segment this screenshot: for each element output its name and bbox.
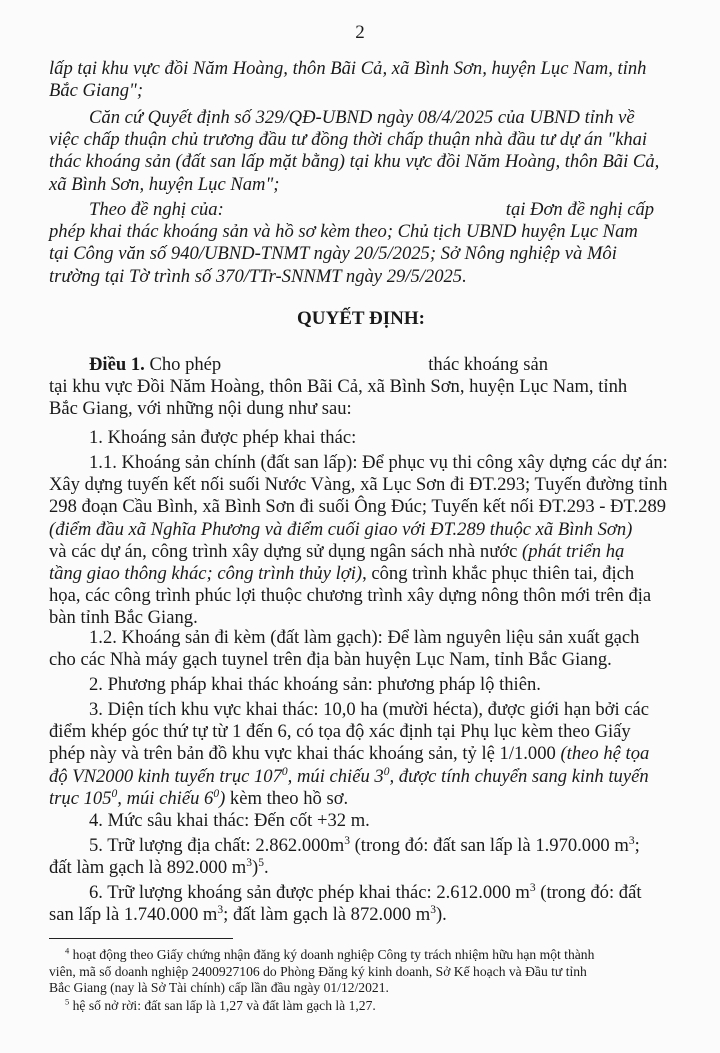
- article-1: [49, 354, 673, 421]
- item-1-1: [49, 452, 673, 630]
- preamble-paragraph-1: [49, 58, 673, 102]
- item-4: [49, 810, 673, 832]
- footnote-line: hệ số nở rời: đất san lấp là 1,27 và đất làm gạch là 1,27.: [69, 998, 376, 1013]
- item-1-1-line: 1.1. Khoáng sản chính (đất san lấp): Để phục vụ thi công xây dựng các dự án:: [89, 452, 668, 473]
- item-4-text: 4. Mức sâu khai thác: Đến cốt +32 m.: [89, 810, 370, 831]
- article-1-text: Cho phép: [149, 354, 222, 375]
- article-1-text: tại khu vực Đồi Năm Hoàng, thôn Bãi Cả, xã Bình Sơn, huyện Lục Nam, tỉnh: [49, 376, 628, 398]
- item-1-text: 1. Khoáng sản được phép khai thác:: [89, 427, 357, 448]
- item-3-line: kèm theo hồ sơ.: [225, 787, 349, 809]
- item-3-line: phép này và trên bản đồ khu vực khai thác khoáng sản, tỷ lệ 1/1.000: [49, 743, 556, 765]
- item-5-line: đất làm gạch là 892.000 $m^3)^5$.: [49, 857, 269, 879]
- footnote-separator: [49, 938, 233, 939]
- item-1-1-line: , công trình khắc phục thiên tai, địch: [362, 563, 635, 585]
- preamble-line: Căn cứ Quyết định số 329/QĐ-UBND ngày 08/4/2025 của UBND tỉnh về: [89, 107, 635, 128]
- article-1-label: Điều 1.: [89, 354, 145, 375]
- item-3-line: (theo hệ tọa: [560, 743, 650, 765]
- footnote-4: [49, 947, 673, 997]
- item-1-1-line: tầng giao thông khác; công trình thủy lợi): [49, 563, 363, 585]
- item-1-2: [49, 627, 673, 671]
- item-6: [49, 882, 673, 926]
- item-1-1-line: bàn tỉnh Bắc Giang.: [49, 607, 198, 629]
- item-6-line: san lấp là 1.740.000 $m^3$; đất làm gạch là 872.000 $m^3$).: [49, 904, 447, 926]
- item-2: [49, 674, 673, 696]
- decision-heading: QUYẾT ĐỊNH:: [297, 308, 425, 329]
- item-1-2-line: cho các Nhà máy gạch tuynel trên địa bàn huyện Lục Nam, tỉnh Bắc Giang.: [49, 649, 612, 671]
- article-1-text: thác khoáng sản: [428, 354, 549, 375]
- item-3: [49, 699, 673, 810]
- footnote-line: hoạt động theo Giấy chứng nhận đăng ký doanh nghiệp Công ty trách nhiệm hữu hạn một thành: [69, 947, 595, 962]
- footnote-line: viên, mã số doanh nghiệp 2400927106 do Phòng Đăng ký kinh doanh, Sở Kế hoạch và Đầu tư tỉnh: [49, 963, 587, 979]
- preamble-line: lấp tại khu vực đồi Năm Hoàng, thôn Bãi Cả, xã Bình Sơn, huyện Lục Nam, tỉnh: [49, 58, 647, 79]
- preamble-line: Theo đề nghị của:: [89, 199, 224, 220]
- preamble-line: Bắc Giang";: [49, 80, 144, 102]
- item-5-line: 5. Trữ lượng địa chất: $2.862.000m^3$ (trong đó: đất san lấp là 1.970.000 $m^3$;: [89, 834, 640, 856]
- preamble-line: xã Bình Sơn, huyện Lục Nam";: [49, 173, 280, 195]
- preamble-line: phép khai thác khoáng sản và hồ sơ kèm theo; Chủ tịch UBND huyện Lục Nam: [49, 221, 638, 243]
- item-6-line: 6. Trữ lượng khoáng sản được phép khai thác: 2.612.000 $m^3$ (trong đó: đất: [89, 881, 642, 903]
- item-1-1-line: Xây dựng tuyến kết nối suối Nước Vàng, xã Lục Sơn đi ĐT.293; Tuyến đường tỉnh: [49, 474, 668, 496]
- item-2-text: 2. Phương pháp khai thác khoáng sản: phương pháp lộ thiên.: [89, 674, 541, 695]
- item-1: [49, 427, 673, 449]
- item-1-1-line: (phát triển hạ: [522, 540, 625, 562]
- item-1-1-line: họa, các công trình phúc lợi thuộc chương trình xây dựng nông thôn mới trên địa: [49, 585, 652, 607]
- item-1-1-line: (điểm đầu xã Nghĩa Phương và điểm cuối giao với ĐT.289 thuộc xã Bình Sơn): [49, 518, 633, 540]
- footnote-mark: 4: [65, 945, 70, 956]
- preamble-line: tại Công văn số 940/UBND-TNMT ngày 20/5/2025; Sở Nông nghiệp và Môi: [49, 243, 617, 265]
- preamble-paragraph-2: [49, 107, 673, 196]
- item-1-1-line: và các dự án, công trình xây dựng sử dụng ngân sách nhà nước: [49, 540, 518, 562]
- page-number: 2: [355, 22, 365, 43]
- article-1-text: Bắc Giang, với những nội dung như sau:: [49, 398, 352, 420]
- item-3-line: 3. Diện tích khu vực khai thác: 10,0 ha (mười hécta), được giới hạn bởi các: [89, 699, 650, 720]
- footnote-mark: 5: [65, 996, 70, 1007]
- item-3-line: trục $105^0$, múi chiếu $6^0$): [49, 787, 226, 809]
- item-1-1-line: 298 đoạn Cầu Bình, xã Bình Sơn đi suối Ông Đúc; Tuyến kết nối ĐT.293 - ĐT.289: [49, 496, 667, 518]
- item-1-2-line: 1.2. Khoáng sản đi kèm (đất làm gạch): Để làm nguyên liệu sản xuất gạch: [89, 627, 640, 648]
- preamble-paragraph-3: [49, 199, 673, 288]
- preamble-line: thác khoáng sản (đất san lấp mặt bằng) tại khu vực đồi Năm Hoàng, thôn Bãi Cả,: [49, 151, 660, 173]
- footnote-line: Bắc Giang (nay là Sở Tài chính) cấp lần đầu ngày 01/12/2021.: [49, 980, 389, 996]
- item-3-line: điểm khép góc thứ tự từ 1 đến 6, có tọa độ xác định tại Phụ lục kèm theo Giấy: [49, 721, 631, 743]
- footnote-5: [49, 998, 673, 1015]
- preamble-line: việc chấp thuận chủ trương đầu tư đồng thời chấp thuận nhà đầu tư dự án "khai: [49, 129, 648, 151]
- item-5: [49, 835, 673, 879]
- preamble-line: tại Đơn đề nghị cấp: [505, 199, 655, 220]
- preamble-line: trường tại Tờ trình số 370/TTr-SNNMT ngày 29/5/2025.: [49, 265, 467, 287]
- item-3-line: độ VN2000 kinh tuyến trục $107^0$, múi chiếu $3^0$, được tính chuyển sang kinh tuyến: [49, 765, 649, 787]
